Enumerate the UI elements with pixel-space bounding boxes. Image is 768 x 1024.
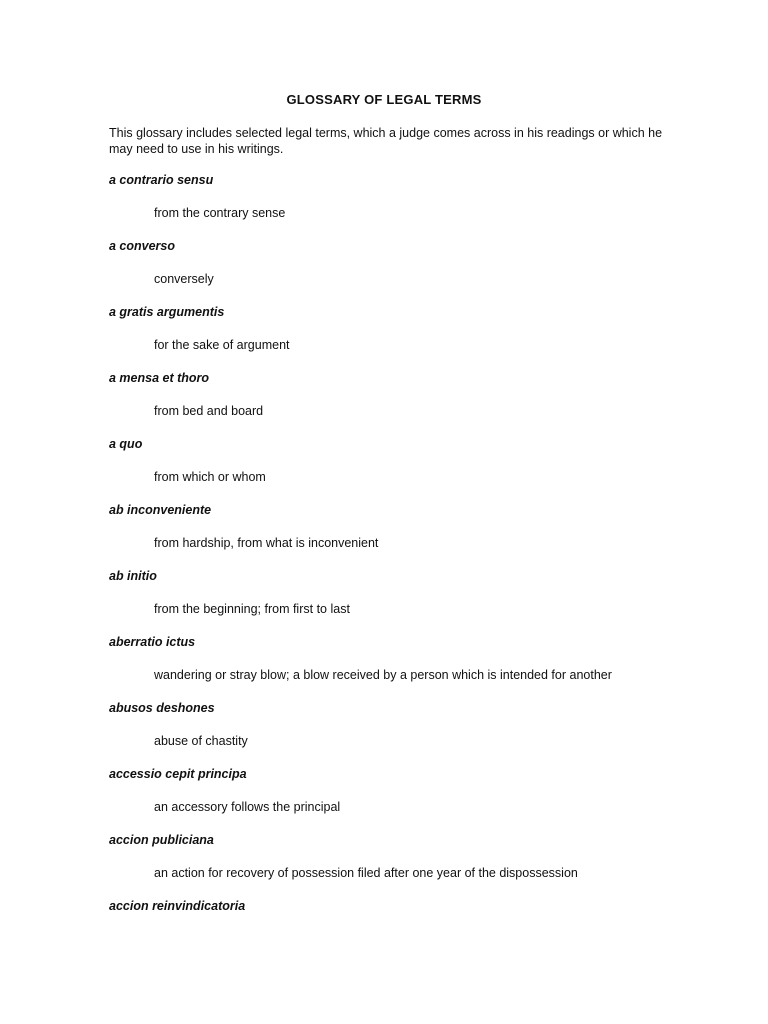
glossary-term: ab initio (109, 569, 157, 583)
glossary-definition: from which or whom (154, 470, 266, 484)
glossary-definition: conversely (154, 272, 214, 286)
intro-paragraph: This glossary includes selected legal terms, which a judge comes across in his readings or which he may need to use in his writings. (109, 126, 663, 156)
glossary-definition: from hardship, from what is inconvenient (154, 536, 379, 550)
glossary-term: ab inconveniente (109, 503, 212, 517)
glossary-definition: from the contrary sense (154, 206, 286, 220)
glossary-term: a gratis argumentis (109, 305, 225, 319)
glossary-definition: from the beginning; from first to last (154, 602, 350, 616)
glossary-definition: an accessory follows the principal (154, 800, 341, 814)
glossary-term: a contrario sensu (109, 173, 214, 187)
glossary-definition: wandering or stray blow; a blow received by a person which is intended for another (154, 668, 612, 682)
glossary-term: accion reinvindicatoria (109, 899, 246, 913)
page-title: GLOSSARY OF LEGAL TERMS (286, 92, 482, 107)
glossary-term: a converso (109, 239, 176, 253)
glossary-term: abusos deshones (109, 701, 215, 715)
glossary-term: aberratio ictus (109, 635, 196, 649)
glossary-definition: abuse of chastity (154, 734, 248, 748)
glossary-term: a mensa et thoro (109, 371, 210, 385)
glossary-definition: for the sake of argument (154, 338, 290, 352)
glossary-definition: an action for recovery of possession filed after one year of the dispossession (154, 866, 578, 880)
glossary-definition: from bed and board (154, 404, 264, 418)
glossary-term: accessio cepit principa (109, 767, 247, 781)
glossary-term: accion publiciana (109, 833, 214, 847)
glossary-term: a quo (109, 437, 143, 451)
